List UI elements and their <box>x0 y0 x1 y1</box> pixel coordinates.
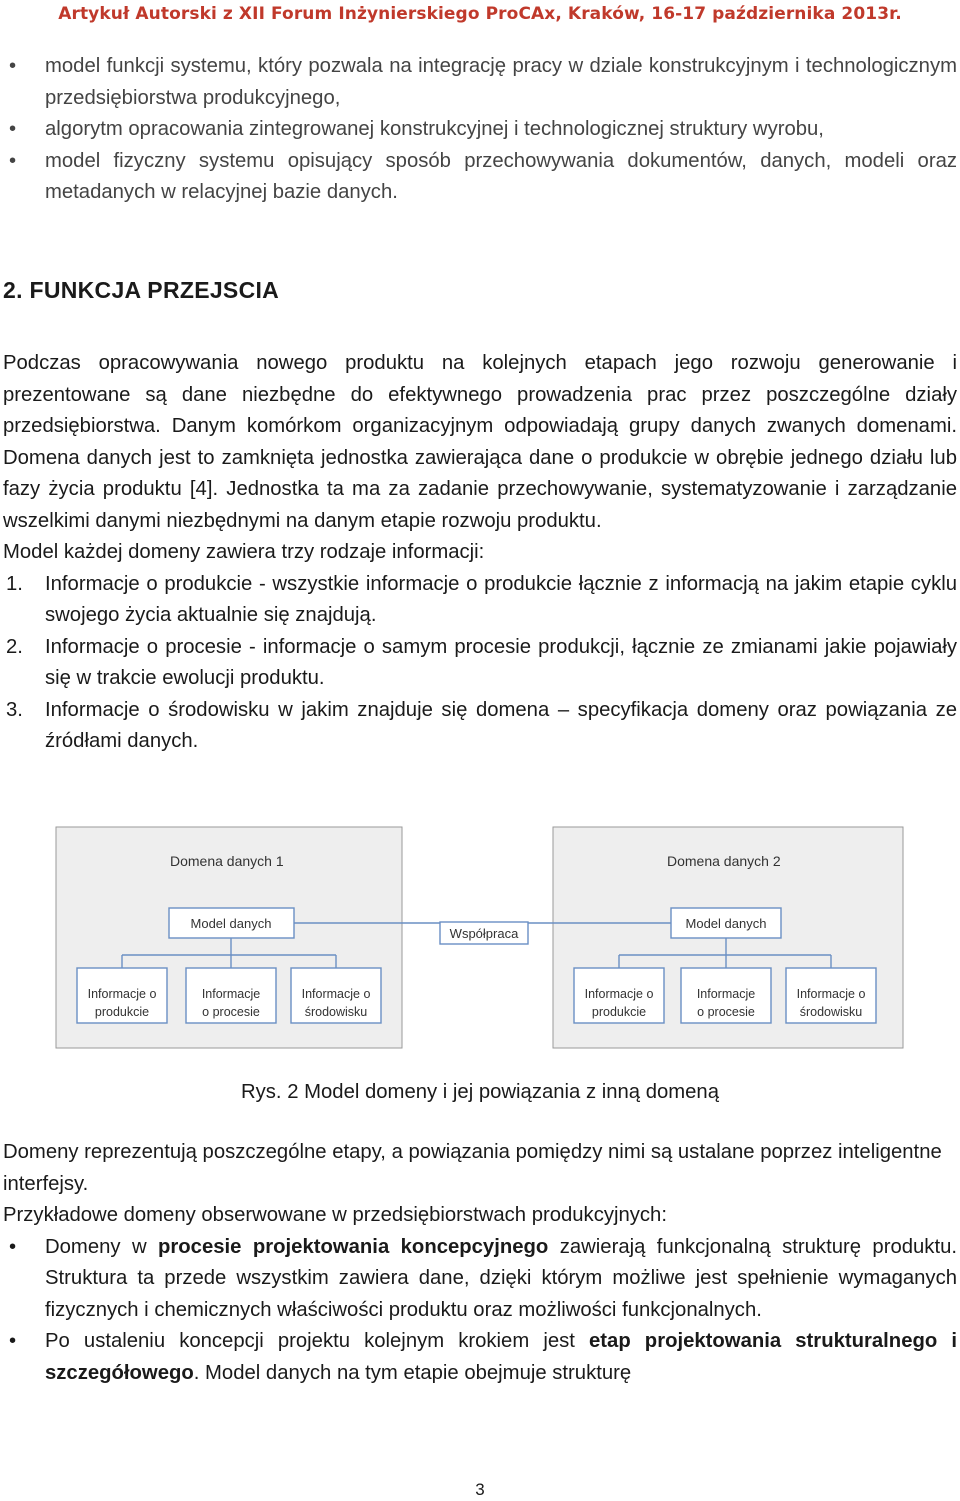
bullet-item: • algorytm opracowania zintegrowanej konstrukcyjnej i technologicznej struktury wyrobu, <box>3 114 957 146</box>
model-danych-label-2: Model danych <box>685 916 767 931</box>
bullet-text: Po ustaleniu koncepcji projektu kolejnym krokiem jest <box>45 1330 589 1352</box>
info-proces-l1-2: Informacje <box>696 987 756 1001</box>
domain-model-figure <box>50 818 912 1062</box>
item-text: Informacje o procesie - informacje o samym procesie produkcji, łącznie ze zmianami jakie pojawiały się w trakcie ewolucji produktu. <box>45 635 957 689</box>
bullet-item <box>3 1326 957 1389</box>
bullet-bold-text: procesie projektowania koncepcyjnego <box>158 1235 549 1258</box>
paragraph: Domeny reprezentują poszczególne etapy, a powiązania pomiędzy nimi są ustalane poprzez inteligentne interfejsy. <box>3 1141 942 1195</box>
closing-body <box>3 1137 957 1389</box>
info-srodowisko-l2-2: środowisku <box>799 1005 863 1019</box>
item-number: 3. <box>6 698 23 721</box>
item-text: Informacje o produkcie - wszystkie informacje o produkcie łącznie z informacją na jakim etapie cyklu swojego życia aktualnie się znajdują. <box>45 572 957 626</box>
info-srodowisko-l2-1: środowisku <box>304 1005 368 1019</box>
info-produkt-l1-1: Informacje o <box>87 987 157 1001</box>
item-text: Informacje o środowisku w jakim znajduje się domena – specyfikacja domeny oraz powiązania ze źródłami danych. <box>45 698 957 752</box>
bullet-bold-text: etap projektowania strukturalnego i szczegółowego <box>45 1330 957 1384</box>
info-proces-l2-2: o procesie <box>697 1005 755 1019</box>
paragraph: Model każdej domeny zawiera trzy rodzaje informacji: <box>3 541 485 563</box>
info-srodowisko-l1-1: Informacje o <box>301 987 371 1001</box>
domain1-title: Domena danych 1 <box>170 853 284 869</box>
page-number: 3 <box>475 1480 485 1499</box>
numbered-list <box>3 569 957 758</box>
paragraph: Podczas opracowywania nowego produktu na kolejnych etapach jego rozwoju generowanie i prezentowane są dane niezbędne do efektywnego prowadzenia prac przez poszczególne działy przedsiębiorstwa. Danym komórkom organizacyjnym odpowiadają grupy danych zwanych domenami. Domena danych jest to zamknięta jednostka zawierająca dane o produkcie w obrębie jednego działu lub fazy życia produktu [4]. Jednostka ta ma za zadanie przechowywanie, systematyzowanie i zarządzanie wszelkimi danymi niezbędnymi na danym etapie rozwoju produktu. <box>3 352 957 532</box>
bullet-text: . Model danych na tym etapie obejmuje strukturę <box>193 1361 632 1384</box>
domain2-title: Domena danych 2 <box>667 853 781 869</box>
numbered-item <box>3 569 957 632</box>
info-srodowisko-l1-2: Informacje o <box>796 987 866 1001</box>
numbered-item <box>3 632 957 695</box>
info-produkt-l2-2: produkcie <box>591 1005 647 1019</box>
paragraph: Przykładowe domeny obserwowane w przedsiębiorstwach produkcyjnych: <box>3 1204 667 1226</box>
intro-bullet-list <box>3 51 957 209</box>
bullet-text: zawierają funkcjonalną strukturę produktu. Struktura ta przede wszystkim zawiera dane, dzięki którym możliwe jest spełnienie wymaganych fizycznych i chemicznych właściwości produktu oraz możliwości funkcjonalnych. <box>45 1235 957 1321</box>
wspolpraca-label: Współpraca <box>449 926 519 941</box>
bullet-item: • model fizyczny systemu opisujący sposób przechowywania dokumentów, danych, modeli oraz metadanych w relacyjnej bazie danych. <box>3 146 957 209</box>
section-body <box>3 348 957 758</box>
section-heading: 2. FUNKCJA PRZEJSCIA <box>3 277 280 303</box>
page-header: Artykuł Autorski z XII Forum Inżynierskiego ProCAx, Kraków, 16-17 października 2013r. <box>58 4 902 24</box>
info-proces-l2-1: o procesie <box>202 1005 260 1019</box>
domain-examples-list <box>3 1232 957 1390</box>
item-number: 2. <box>6 635 23 658</box>
info-produkt-l1-2: Informacje o <box>584 987 654 1001</box>
item-number: 1. <box>6 572 23 595</box>
bullet-item <box>3 1232 957 1327</box>
numbered-item <box>3 695 957 758</box>
figure-caption: Rys. 2 Model domeny i jej powiązania z inną domeną <box>241 1081 719 1103</box>
model-danych-label-1: Model danych <box>190 916 272 931</box>
info-produkt-l2-1: produkcie <box>94 1005 150 1019</box>
info-proces-l1-1: Informacje <box>201 987 261 1001</box>
bullet-text: Domeny w <box>45 1235 159 1258</box>
bullet-item: • model funkcji systemu, który pozwala na integrację pracy w dziale konstrukcyjnym i technologicznym przedsiębiorstwa produkcyjnego, <box>3 51 957 114</box>
